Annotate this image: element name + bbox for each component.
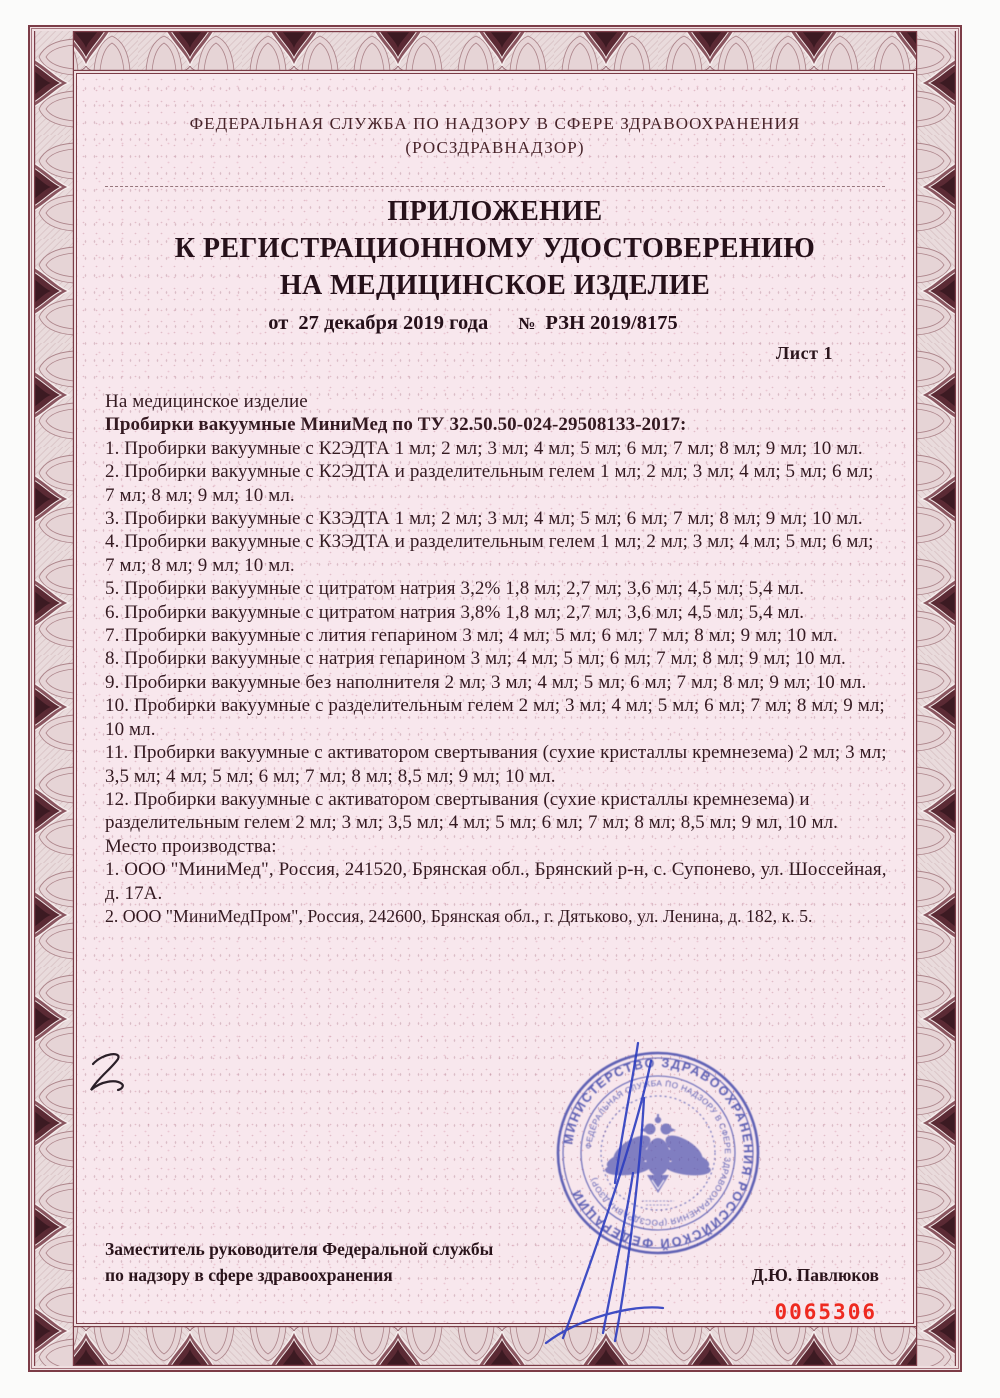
production-site: 2. ООО "МиниМедПром", Россия, 242600, Брянская обл., г. Дятьково, ул. Ленина, д. 182, к. 5.	[105, 905, 813, 926]
registration-number: РЗН 2019/8175	[545, 312, 678, 334]
signatory-position	[105, 1236, 493, 1288]
guilloche-border-right	[916, 31, 956, 1366]
document-title-line1: ПРИЛОЖЕНИЕ	[387, 196, 603, 227]
header-divider	[105, 186, 885, 187]
production-site: 1. ООО "МиниМед", Россия, 241520, Брянская обл., Брянский р-н, с. Супонево, ул. Шоссейная, д. 17А.	[105, 859, 887, 904]
product-item: 9. Пробирки вакуумные без наполнителя 2 мл; 3 мл; 4 мл; 5 мл; 6 мл; 7 мл; 8 мл; 9 мл; 10 мл.	[105, 671, 867, 693]
guilloche-border-top	[34, 31, 956, 71]
product-item: 10. Пробирки вакуумные с разделительным гелем 2 мл; 3 мл; 4 мл; 5 мл; 6 мл; 7 мл; 8 мл; 9 мл; 10 мл.	[105, 695, 885, 740]
signatory-position-line2: по надзору в сфере здравоохранения	[105, 1265, 393, 1285]
signatory-position-line1: Заместитель руководителя Федеральной службы	[105, 1239, 494, 1259]
production-sites-list	[105, 858, 887, 928]
issuing-authority	[77, 112, 913, 160]
stamp-inner-text: ФЕДЕРАЛЬНАЯ СЛУЖБА ПО НАДЗОРУ В СФЕРЕ ЗДРАВООХРАНЕНИЯ (РОСЗДРАВНАДЗОР)	[584, 1078, 733, 1228]
product-item: 1. Пробирки вакуумные с К2ЭДТА 1 мл; 2 мл; 3 мл; 4 мл; 5 мл; 6 мл; 7 мл; 8 мл; 9 мл; 10 мл.	[105, 437, 863, 459]
document-title-line2: К РЕГИСТРАЦИОННОМУ УДОСТОВЕРЕНИЮ	[174, 233, 816, 264]
product-item: 12. Пробирки вакуумные с активатором свертывания (сухие кристаллы кремнезема) и разделительным гелем 2 мл; 3 мл; 3,5 мл; 4 мл; 5 мл; 6 мл; 7 мл; 8 мл; 8,5 мл; 9 мл, 10 мл.	[105, 788, 839, 834]
stamp-outer-text: МИНИСТЕРСТВО ЗДРАВООХРАНЕНИЯ РОССИЙСКОЙ ФЕДЕРАЦИИ	[561, 1055, 756, 1251]
document-body	[105, 390, 887, 928]
handwritten-z-mark	[85, 1050, 139, 1104]
product-items-list	[105, 437, 887, 835]
product-item: 7. Пробирки вакуумные с лития гепарином 3 мл; 4 мл; 5 мл; 6 мл; 7 мл; 8 мл; 9 мл; 10 мл.	[105, 625, 838, 647]
certificate-sheet	[28, 25, 962, 1372]
date-prefix: от	[268, 312, 289, 334]
product-item: 3. Пробирки вакуумные с КЗЭДТА 1 мл; 2 мл; 3 мл; 4 мл; 5 мл; 6 мл; 7 мл; 8 мл; 9 мл; 10 мл.	[105, 508, 863, 530]
product-item: 11. Пробирки вакуумные с активатором свертывания (сухие кристаллы кремнезема) 2 мл; 3 мл; 3,5 мл; 4 мл; 5 мл; 6 мл; 7 мл; 8 мл; 8,5 мл; 9 мл; 10 мл.	[105, 742, 887, 787]
registration-date: 27 декабря 2019 года	[298, 312, 489, 334]
document-title-line3: НА МЕДИЦИНСКОЕ ИЗДЕЛИЕ	[279, 270, 711, 301]
pen-signature	[532, 1024, 752, 1364]
certificate-content	[76, 73, 914, 1324]
product-item: 4. Пробирки вакуумные с КЗЭДТА и разделительным гелем 1 мл; 2 мл; 3 мл; 4 мл; 5 мл; 6 мл; 7 мл; 8 мл; 9 мл; 10 мл.	[105, 531, 874, 576]
production-heading: Место производства:	[105, 835, 277, 857]
sheet-number: Лист 1	[775, 343, 833, 363]
guilloche-border-bottom	[34, 1326, 956, 1366]
issuing-authority-line1: ФЕДЕРАЛЬНАЯ СЛУЖБА ПО НАДЗОРУ В СФЕРЕ ЗДРАВООХРАНЕНИЯ	[189, 114, 801, 133]
body-intro: На медицинское изделие	[105, 391, 308, 412]
date-and-number-line	[55, 312, 891, 335]
document-title	[77, 193, 913, 304]
product-title: Пробирки вакуумные МиниМед по ТУ 32.50.50-024-29508133-2017:	[105, 414, 687, 436]
product-item: 5. Пробирки вакуумные с цитратом натрия 3,2% 1,8 мл; 2,7 мл; 3,6 мл; 4,5 мл; 5,4 мл.	[105, 578, 805, 600]
signatory-name: Д.Ю. Павлюков	[751, 1265, 879, 1285]
guilloche-border-left	[34, 31, 74, 1366]
signature-block	[105, 1236, 879, 1288]
product-item: 8. Пробирки вакуумные с натрия гепарином 3 мл; 4 мл; 5 мл; 6 мл; 7 мл; 8 мл; 9 мл; 10 мл.	[105, 648, 846, 670]
serial-number: 0065306	[774, 1300, 877, 1324]
product-item: 6. Пробирки вакуумные с цитратом натрия 3,8% 1,8 мл; 2,7 мл; 3,6 мл; 4,5 мл; 5,4 мл.	[105, 601, 805, 623]
product-item: 2. Пробирки вакуумные с К2ЭДТА и разделительным гелем 1 мл; 2 мл; 3 мл; 4 мл; 5 мл; 6 мл; 7 мл; 8 мл; 9 мл; 10 мл.	[105, 461, 874, 506]
issuing-authority-line2: (РОСЗДРАВНАДЗОР)	[405, 138, 585, 157]
number-sign: №	[518, 314, 536, 333]
